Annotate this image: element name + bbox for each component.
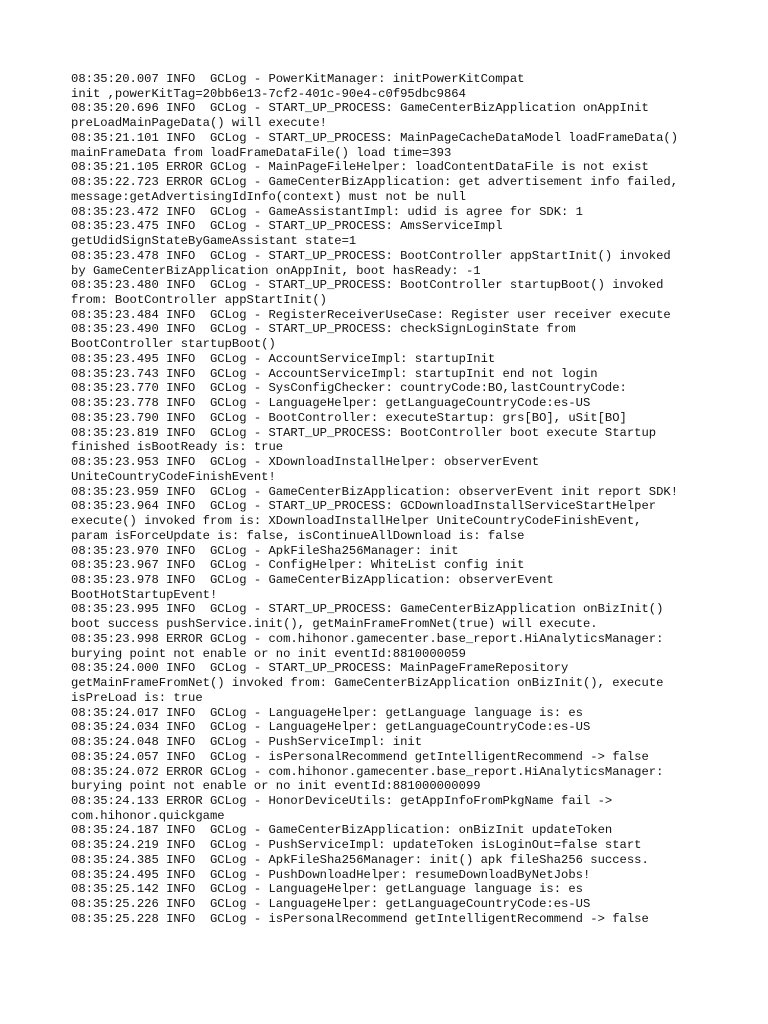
log-line: from: BootController appStartInit(): [71, 293, 327, 308]
log-line: 08:35:23.490 INFO GCLog - START_UP_PROCESS: checkSignLoginState from: [71, 322, 576, 337]
log-line: 08:35:24.000 INFO GCLog - START_UP_PROCESS: MainPageFrameRepository: [71, 661, 569, 676]
log-line: 08:35:25.228 INFO GCLog - isPersonalRecommend getIntelligentRecommend -> false: [71, 911, 649, 926]
log-line: 08:35:23.964 INFO GCLog - START_UP_PROCESS: GCDownloadInstallServiceStartHelper: [71, 499, 657, 514]
log-line: 08:35:23.959 INFO GCLog - GameCenterBizApplication: observerEvent init report SDK!: [71, 484, 679, 499]
log-line: 08:35:23.770 INFO GCLog - SysConfigChecker: countryCode:BO,lastCountryCode:: [71, 381, 627, 396]
log-line: 08:35:24.385 INFO GCLog - ApkFileSha256Manager: init() apk fileSha256 success.: [71, 852, 649, 867]
log-line: 08:35:24.048 INFO GCLog - PushServiceImpl: init: [71, 735, 423, 750]
log-line: 08:35:24.057 INFO GCLog - isPersonalRecommend getIntelligentRecommend -> false: [71, 749, 649, 764]
log-line: 08:35:23.967 INFO GCLog - ConfigHelper: WhiteList config init: [71, 558, 525, 573]
log-line: 08:35:25.226 INFO GCLog - LanguageHelper: getLanguageCountryCode:es-US: [71, 897, 591, 912]
log-line: preLoadMainPageData() will execute!: [71, 116, 327, 131]
log-line: finished isBootReady is: true: [71, 440, 284, 455]
log-line: getUdidSignStateByGameAssistant state=1: [71, 234, 357, 249]
log-line: BootHotStartupEvent!: [71, 587, 218, 602]
log-line: 08:35:24.072 ERROR GCLog - com.hihonor.gamecenter.base_report.HiAnalyticsManager:: [71, 764, 664, 779]
log-line: init ,powerKitTag=20bb6e13-7cf2-401c-90e4-c0f95dbc9864: [71, 86, 466, 101]
log-line: com.hihonor.quickgame: [71, 808, 225, 823]
log-line: boot success pushService.init(), getMainFrameFromNet(true) will execute.: [71, 617, 598, 632]
log-line: 08:35:24.133 ERROR GCLog - HonorDeviceUtils: getAppInfoFromPkgName fail ->: [71, 793, 613, 808]
log-line: by GameCenterBizApplication onAppInit, boot hasReady: -1: [71, 263, 481, 278]
log-line: 08:35:24.017 INFO GCLog - LanguageHelper: getLanguage language is: es: [71, 705, 583, 720]
log-line: burying point not enable or no init eventId:8810000059: [71, 646, 466, 661]
log-line: 08:35:23.495 INFO GCLog - AccountServiceImpl: startupInit: [71, 351, 496, 366]
log-line: 08:35:23.484 INFO GCLog - RegisterReceiverUseCase: Register user receiver execute: [71, 307, 671, 322]
log-line: message:getAdvertisingIdInfo(context) must not be null: [71, 189, 466, 204]
log-text-block: [71, 72, 731, 927]
log-line: 08:35:23.970 INFO GCLog - ApkFileSha256Manager: init: [71, 543, 459, 558]
log-line: 08:35:23.998 ERROR GCLog - com.hihonor.gamecenter.base_report.HiAnalyticsManager:: [71, 631, 664, 646]
log-line: isPreLoad is: true: [71, 690, 203, 705]
log-line: 08:35:22.723 ERROR GCLog - GameCenterBizApplication: get advertisement info failed,: [71, 175, 679, 190]
log-line: 08:35:24.495 INFO GCLog - PushDownloadHelper: resumeDownloadByNetJobs!: [71, 867, 591, 882]
log-line: 08:35:23.475 INFO GCLog - START_UP_PROCESS: AmsServiceImpl: [71, 219, 503, 234]
log-line: param isForceUpdate is: false, isContinueAllDownload is: false: [71, 528, 525, 543]
log-line: 08:35:23.790 INFO GCLog - BootController: executeStartup: grs[BO], uSit[BO]: [71, 410, 627, 425]
log-line: 08:35:24.034 INFO GCLog - LanguageHelper: getLanguageCountryCode:es-US: [71, 720, 591, 735]
log-line: 08:35:23.778 INFO GCLog - LanguageHelper: getLanguageCountryCode:es-US: [71, 396, 591, 411]
log-line: BootController startupBoot(): [71, 337, 276, 352]
log-line: 08:35:23.743 INFO GCLog - AccountServiceImpl: startupInit end not login: [71, 366, 598, 381]
log-line: 08:35:20.696 INFO GCLog - START_UP_PROCESS: GameCenterBizApplication onAppInit: [71, 101, 649, 116]
log-line: 08:35:23.819 INFO GCLog - START_UP_PROCESS: BootController boot execute Startup: [71, 425, 657, 440]
log-line: 08:35:23.478 INFO GCLog - START_UP_PROCESS: BootController appStartInit() invoked: [71, 248, 671, 263]
log-line: 08:35:23.480 INFO GCLog - START_UP_PROCESS: BootController startupBoot() invoked: [71, 278, 664, 293]
log-line: 08:35:21.101 INFO GCLog - START_UP_PROCESS: MainPageCacheDataModel loadFrameData(): [71, 130, 679, 145]
log-line: 08:35:23.978 INFO GCLog - GameCenterBizApplication: observerEvent: [71, 572, 554, 587]
log-line: getMainFrameFromNet() invoked from: GameCenterBizApplication onBizInit(), execute: [71, 676, 664, 691]
log-line: mainFrameData from loadFrameDataFile() load time=393: [71, 145, 452, 160]
log-line: 08:35:24.187 INFO GCLog - GameCenterBizApplication: onBizInit updateToken: [71, 823, 613, 838]
log-line: 08:35:23.953 INFO GCLog - XDownloadInstallHelper: observerEvent: [71, 455, 540, 470]
log-line: 08:35:24.219 INFO GCLog - PushServiceImpl: updateToken isLoginOut=false start: [71, 838, 642, 853]
log-line: 08:35:23.995 INFO GCLog - START_UP_PROCESS: GameCenterBizApplication onBizInit(): [71, 602, 664, 617]
log-line: 08:35:23.472 INFO GCLog - GameAssistantImpl: udid is agree for SDK: 1: [71, 204, 583, 219]
log-line: UniteCountryCodeFinishEvent!: [71, 469, 276, 484]
log-line: 08:35:25.142 INFO GCLog - LanguageHelper: getLanguage language is: es: [71, 882, 583, 897]
log-line: burying point not enable or no init eventId:881000000099: [71, 779, 481, 794]
log-line: execute() invoked from is: XDownloadInstallHelper UniteCountryCodeFinishEvent,: [71, 514, 642, 529]
log-line: 08:35:20.007 INFO GCLog - PowerKitManager: initPowerKitCompat: [71, 72, 525, 86]
log-line: 08:35:21.105 ERROR GCLog - MainPageFileHelper: loadContentDataFile is not exist: [71, 160, 649, 175]
